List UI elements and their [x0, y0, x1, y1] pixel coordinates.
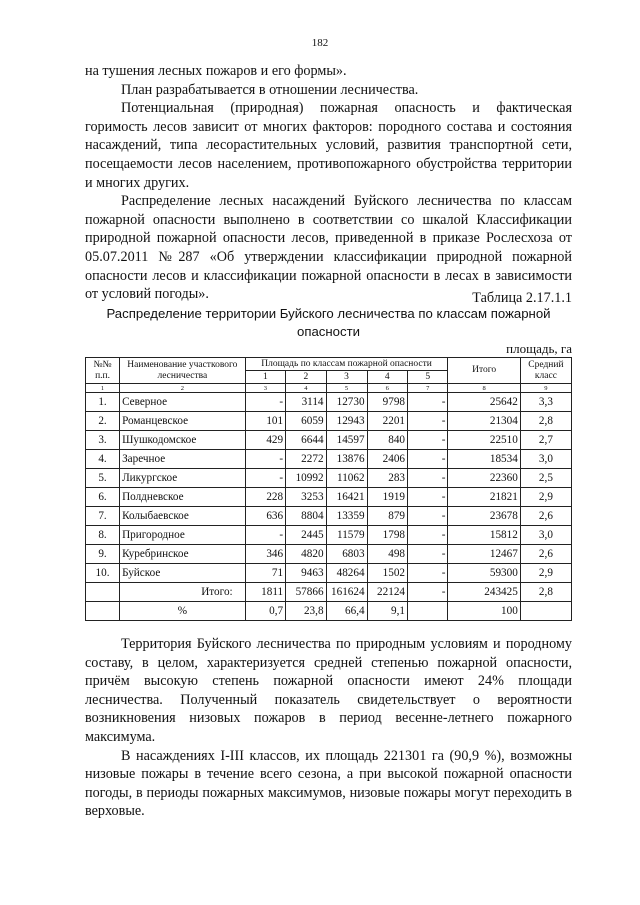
cell: - [408, 583, 448, 602]
cell: - [408, 393, 448, 412]
forestry-name: Колыбаевское [120, 507, 246, 526]
cell: - [408, 564, 448, 583]
cell: 346 [245, 545, 285, 564]
table-row [86, 393, 572, 412]
cell: - [408, 526, 448, 545]
cell: 879 [367, 507, 407, 526]
col-number: 1 [86, 384, 120, 393]
cell: 9798 [367, 393, 407, 412]
cell: 12730 [326, 393, 367, 412]
cell: 1798 [367, 526, 407, 545]
cell: 8804 [286, 507, 326, 526]
total-row-empty [86, 583, 120, 602]
cell: - [245, 450, 285, 469]
table-title: Распределение территории Буйского лесничества по классам пожарной опасности [106, 306, 551, 339]
body-text-top [85, 62, 572, 304]
col-number: 8 [448, 384, 520, 393]
cell: 1919 [367, 488, 407, 507]
cell: 100 [448, 602, 520, 621]
body-text-bottom [85, 635, 572, 821]
table-row [86, 450, 572, 469]
table-row [86, 412, 572, 431]
cell: 23678 [448, 507, 520, 526]
cell: 2,6 [520, 545, 571, 564]
cell: 429 [245, 431, 285, 450]
forestry-name: Куребринское [120, 545, 246, 564]
col-number: 5 [326, 384, 367, 393]
cell: 6644 [286, 431, 326, 450]
cell: 283 [367, 469, 407, 488]
header-area-group: Площадь по классам пожарной опасности [245, 358, 448, 371]
cell: 3253 [286, 488, 326, 507]
cell: 11062 [326, 469, 367, 488]
cell: 228 [245, 488, 285, 507]
table-row [86, 526, 572, 545]
row-number: 1. [86, 393, 120, 412]
cell: 71 [245, 564, 285, 583]
cell: 2445 [286, 526, 326, 545]
cell: 14597 [326, 431, 367, 450]
cell [408, 602, 448, 621]
cell: 2,9 [520, 488, 571, 507]
cell: 25642 [448, 393, 520, 412]
forestry-name: Буйское [120, 564, 246, 583]
cell: 161624 [326, 583, 367, 602]
table-row [86, 469, 572, 488]
cell: 10992 [286, 469, 326, 488]
row-number: 2. [86, 412, 120, 431]
row-number: 4. [86, 450, 120, 469]
cell: 2,8 [520, 412, 571, 431]
col-number: 9 [520, 384, 571, 393]
row-number: 5. [86, 469, 120, 488]
cell: - [408, 507, 448, 526]
cell: - [408, 545, 448, 564]
forestry-name: Романцевское [120, 412, 246, 431]
cell: 101 [245, 412, 285, 431]
row-number: 3. [86, 431, 120, 450]
paragraph: Распределение лесных насаждений Буйского лесничества по классам пожарной опасности выполнено в соответствии со шкалой Классификации природной пожарной опасности лесов, приведенной в приказе Рослесхоза от 05.07.2011 №287 «Об утверждении классификации природной пожарной опасности лесов и классификации пожарной опасности в лесах в зависимости от условий погоды». [85, 193, 572, 303]
forestry-name: Шушкодомское [120, 431, 246, 450]
cell: 2,6 [520, 507, 571, 526]
percent-row-label: % [120, 602, 246, 621]
forestry-name: Пригородное [120, 526, 246, 545]
paragraph: на тушения лесных пожаров и его формы». [85, 63, 347, 79]
cell: 2406 [367, 450, 407, 469]
cell: 23,8 [286, 602, 326, 621]
table-row [86, 431, 572, 450]
row-number: 8. [86, 526, 120, 545]
cell: 2,9 [520, 564, 571, 583]
cell: - [408, 431, 448, 450]
col-number: 4 [286, 384, 326, 393]
cell: 15812 [448, 526, 520, 545]
cell: 498 [367, 545, 407, 564]
header-class: 1 [245, 371, 285, 384]
cell: 1811 [245, 583, 285, 602]
cell: 22360 [448, 469, 520, 488]
cell: 57866 [286, 583, 326, 602]
cell: 4820 [286, 545, 326, 564]
cell: 2272 [286, 450, 326, 469]
table-label: Таблица 2.17.1.1 [472, 290, 572, 306]
total-row [86, 583, 572, 602]
table-unit: площадь, га [506, 341, 572, 356]
cell: 22124 [367, 583, 407, 602]
cell: - [408, 412, 448, 431]
column-numbers-row [86, 384, 572, 393]
header-class: 5 [408, 371, 448, 384]
cell: 2,5 [520, 469, 571, 488]
cell: 9,1 [367, 602, 407, 621]
cell: 6059 [286, 412, 326, 431]
col-number: 2 [120, 384, 246, 393]
cell: 3,0 [520, 450, 571, 469]
cell: 12467 [448, 545, 520, 564]
header-class: 2 [286, 371, 326, 384]
table-row [86, 488, 572, 507]
row-number: 6. [86, 488, 120, 507]
cell: 3114 [286, 393, 326, 412]
cell: 9463 [286, 564, 326, 583]
cell: 21304 [448, 412, 520, 431]
cell [520, 602, 571, 621]
cell: 12943 [326, 412, 367, 431]
header-name: Наименование участкового лесничества [120, 358, 246, 384]
cell: 59300 [448, 564, 520, 583]
cell: 48264 [326, 564, 367, 583]
col-number: 7 [408, 384, 448, 393]
cell: - [245, 526, 285, 545]
total-row-label: Итого: [120, 583, 246, 602]
page-number: 182 [311, 37, 329, 49]
cell: 2,7 [520, 431, 571, 450]
cell: 0,7 [245, 602, 285, 621]
cell: 22510 [448, 431, 520, 450]
fire-danger-table [85, 357, 572, 621]
header-total: Итого [448, 358, 520, 384]
table-row [86, 564, 572, 583]
cell: 13359 [326, 507, 367, 526]
cell: 840 [367, 431, 407, 450]
header-class: 4 [367, 371, 407, 384]
percent-row-empty [86, 602, 120, 621]
percent-row [86, 602, 572, 621]
paragraph: Территория Буйского лесничества по природным условиям и породному составу, в целом, характеризуется средней степенью пожарной опасности, причём высокую степень пожарной опасности имеют 24% площади лесничества. Полученный показатель свидетельствует о вероятности возникновения низовых пожаров в период весенне-летнего пожарного максимума. [85, 636, 572, 745]
row-number: 9. [86, 545, 120, 564]
paragraph: План разрабатывается в отношении лесничества. [121, 81, 419, 98]
cell: - [408, 469, 448, 488]
header-class: 3 [326, 371, 367, 384]
cell: - [408, 450, 448, 469]
cell: 243425 [448, 583, 520, 602]
cell: 2,8 [520, 583, 571, 602]
header-avg-class: Средний класс [520, 358, 571, 384]
cell: - [408, 488, 448, 507]
cell: - [245, 469, 285, 488]
cell: 21821 [448, 488, 520, 507]
forestry-name: Северное [120, 393, 246, 412]
cell: 636 [245, 507, 285, 526]
cell: 11579 [326, 526, 367, 545]
cell: 6803 [326, 545, 367, 564]
cell: 3,0 [520, 526, 571, 545]
paragraph: В насаждениях I-III классов, их площадь 221301 га (90,9 %), возможны низовые пожары в течение всего сезона, а при высокой пожарной опасности погоды, в периоды пожарных максимумов, низовые пожары могут переходить в верховые. [85, 747, 572, 820]
header-num: №№ п.п. [86, 358, 120, 384]
cell: 13876 [326, 450, 367, 469]
row-number: 7. [86, 507, 120, 526]
cell: 2201 [367, 412, 407, 431]
col-number: 3 [245, 384, 285, 393]
table-row [86, 545, 572, 564]
col-number: 6 [367, 384, 407, 393]
cell: 3,3 [520, 393, 571, 412]
row-number: 10. [86, 564, 120, 583]
cell: 1502 [367, 564, 407, 583]
paragraph: Потенциальная (природная) пожарная опасность и фактическая горимость лесов зависит от многих факторов: породного состава и состояния насаждений, типа лесорастительных условий, развития транспортной сети, посещаемости лесов населением, противопожарного обустройства территории и многих других. [85, 100, 572, 191]
forestry-name: Полдневское [120, 488, 246, 507]
forestry-name: Заречное [120, 450, 246, 469]
cell: 16421 [326, 488, 367, 507]
cell: 66,4 [326, 602, 367, 621]
table-row [86, 507, 572, 526]
cell: - [245, 393, 285, 412]
forestry-name: Ликургское [120, 469, 246, 488]
cell: 18534 [448, 450, 520, 469]
